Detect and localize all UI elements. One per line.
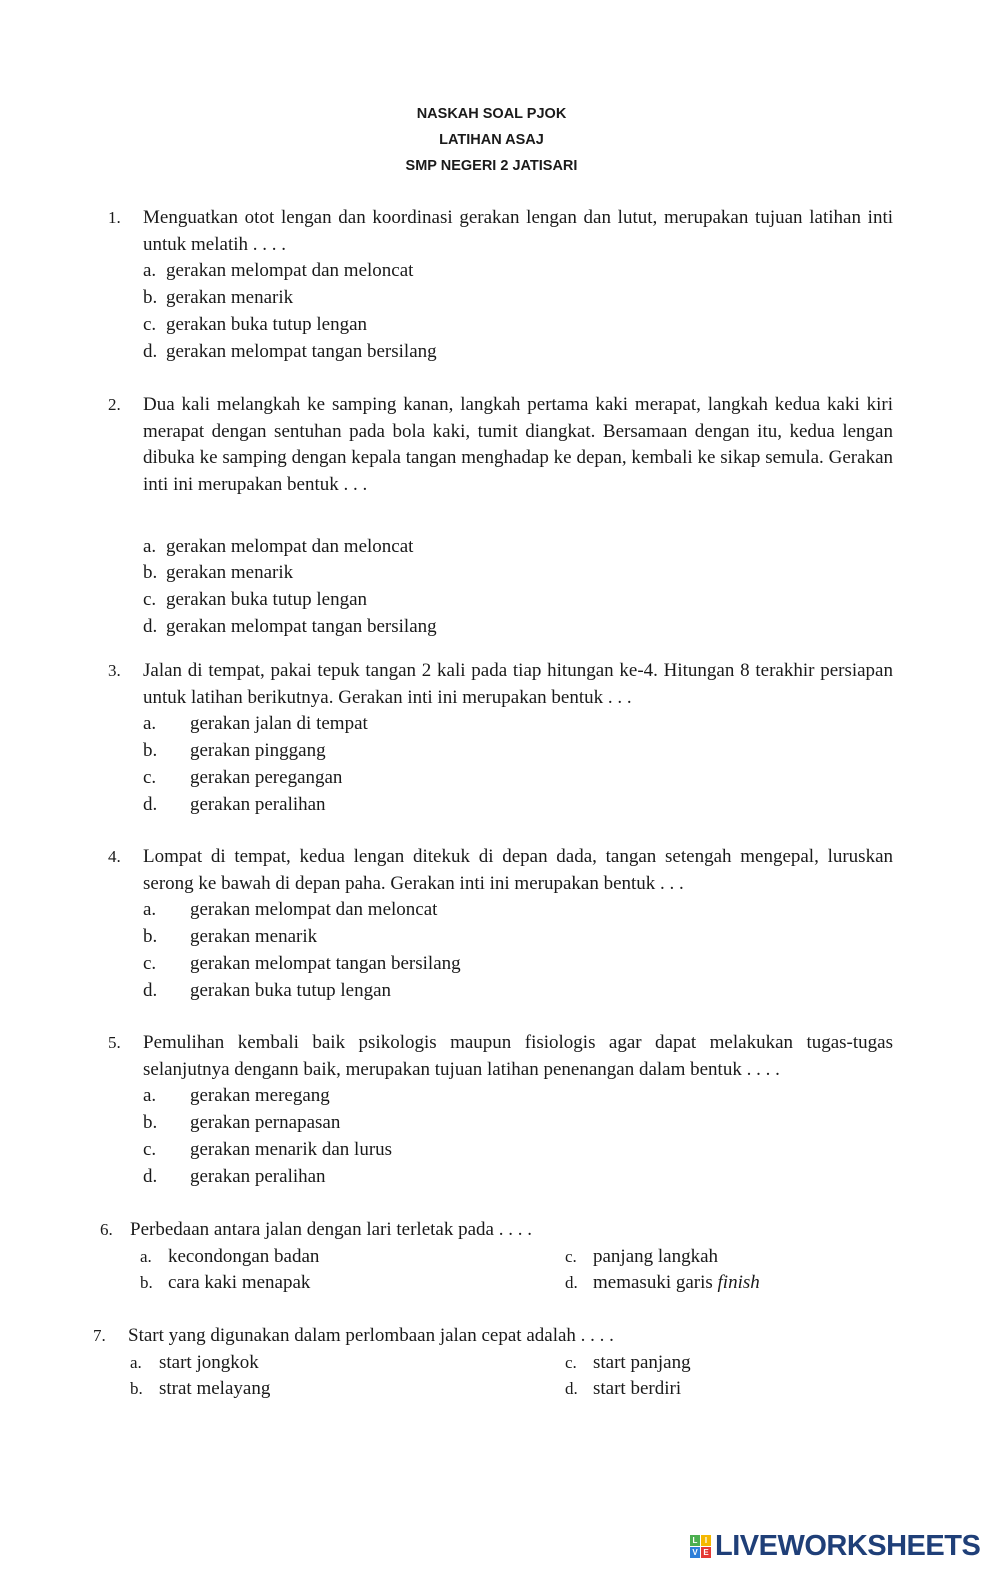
option-text: kecondongan badan [168,1245,320,1267]
question-text: Lompat di tempat, kedua lengan ditekuk di depan dada, tangan setengah mengepal, luruskan serong ke bawah di depan paha. Gerakan inti ini merupakan bentuk . . . [143,846,893,894]
question-text: Pemulihan kembali baik psikologis maupun fisiologis agar dapat melakukan tugas-tugas selanjutnya dengann baik, merupakan tujuan latihan penenangan dalam bentuk . . . . [143,1032,893,1080]
option-text: start berdiri [593,1378,682,1400]
option-text: gerakan buka tutup lengan [166,588,368,610]
option-letter: d. [143,1165,158,1187]
question-text: Menguatkan otot lengan dan koordinasi gerakan lengan dan lutut, merupakan tujuan latihan inti untuk melatih . . . . [143,207,893,255]
question-text: Start yang digunakan dalam perlombaan jalan cepat adalah . . . . [128,1325,614,1346]
question-number: 6. [100,1220,113,1239]
logo-wordmark: LIVEWORKSHEETS [715,1530,981,1562]
option-text: gerakan pinggang [190,740,326,762]
option-text: strat melayang [159,1378,271,1400]
option-text: gerakan menarik [190,926,318,948]
option-text: gerakan menarik [166,562,294,584]
option-text-italic: finish [717,1272,760,1294]
option-letter: d. [143,979,158,1001]
option-text: gerakan meregang [190,1085,330,1107]
option-text: gerakan peregangan [190,766,343,788]
option-letter: c. [143,1138,157,1160]
question-number: 4. [108,847,121,866]
option-letter: a. [143,899,157,921]
option-letter: a. [140,1246,152,1266]
question-number: 7. [93,1326,106,1345]
liveworksheets-logo [690,1530,980,1563]
option-letter: a. [143,1085,157,1107]
option-letter: b. [143,287,158,309]
option-text: start panjang [593,1351,691,1373]
option-letter: d. [143,793,158,815]
question-number: 1. [108,208,121,227]
option-text: panjang langkah [593,1245,719,1267]
option-text: gerakan buka tutup lengan [190,979,392,1001]
logo-cubes-icon: L I V E [690,1535,711,1558]
option-text: memasuki garis finish [593,1272,760,1294]
option-letter: c. [143,588,157,610]
option-text: gerakan melompat tangan bersilang [166,615,437,637]
option-letter: b. [140,1273,153,1293]
title-line-3: SMP NEGERI 2 JATISARI [405,158,578,174]
option-text: gerakan menarik dan lurus [190,1138,393,1160]
option-text: start jongkok [159,1351,259,1373]
option-letter: c. [143,766,157,788]
option-letter: d. [565,1273,578,1293]
option-text: gerakan melompat tangan bersilang [166,340,437,362]
option-letter: a. [130,1352,142,1372]
option-text: cara kaki menapak [168,1272,311,1294]
option-letter: b. [143,1112,158,1134]
option-letter: a. [143,535,157,557]
option-letter: c. [143,313,157,335]
title-line-2: LATIHAN ASAJ [439,132,544,148]
option-letter: b. [143,562,158,584]
option-letter: d. [565,1379,578,1399]
option-letter: b. [143,740,158,762]
option-letter: b. [143,926,158,948]
option-text: gerakan peralihan [190,1165,326,1187]
option-letter: c. [143,952,157,974]
question-number: 2. [108,395,121,414]
question-text: Dua kali melangkah ke samping kanan, langkah pertama kaki merapat, langkah kedua kaki kiri merapat dengan sentuhan pada bola kaki, tumit diangkat. Bersamaan dengan itu, kedua lengan dibuka ke samping dengan kepala tangan menghadap ke depan, kembali ke sikap semula. Gerakan inti ini merupakan bentuk . . . [143,394,893,496]
option-text: gerakan peralihan [190,793,326,815]
option-text: gerakan melompat dan meloncat [166,260,414,282]
option-text: gerakan melompat dan meloncat [166,535,414,557]
option-text: gerakan pernapasan [190,1112,341,1134]
option-letter: a. [143,260,157,282]
option-text: gerakan buka tutup lengan [166,313,368,335]
title-line-1: NASKAH SOAL PJOK [416,106,567,122]
option-text: gerakan menarik [166,287,294,309]
option-letter: c. [565,1246,577,1266]
option-letter: c. [565,1352,577,1372]
option-letter: a. [143,713,157,735]
option-text: gerakan melompat tangan bersilang [190,952,461,974]
option-text: gerakan jalan di tempat [190,713,368,735]
option-letter: d. [143,340,158,362]
option-text: gerakan melompat dan meloncat [190,899,438,921]
question-text: Jalan di tempat, pakai tepuk tangan 2 kali pada tiap hitungan ke-4. Hitungan 8 terakhir persiapan untuk latihan berikutnya. Gerakan inti ini merupakan bentuk . . . [143,660,893,708]
option-letter: d. [143,615,158,637]
question-number: 5. [108,1033,121,1052]
option-letter: b. [130,1379,143,1399]
question-text: Perbedaan antara jalan dengan lari terletak pada . . . . [130,1219,532,1240]
question-number: 3. [108,661,121,680]
